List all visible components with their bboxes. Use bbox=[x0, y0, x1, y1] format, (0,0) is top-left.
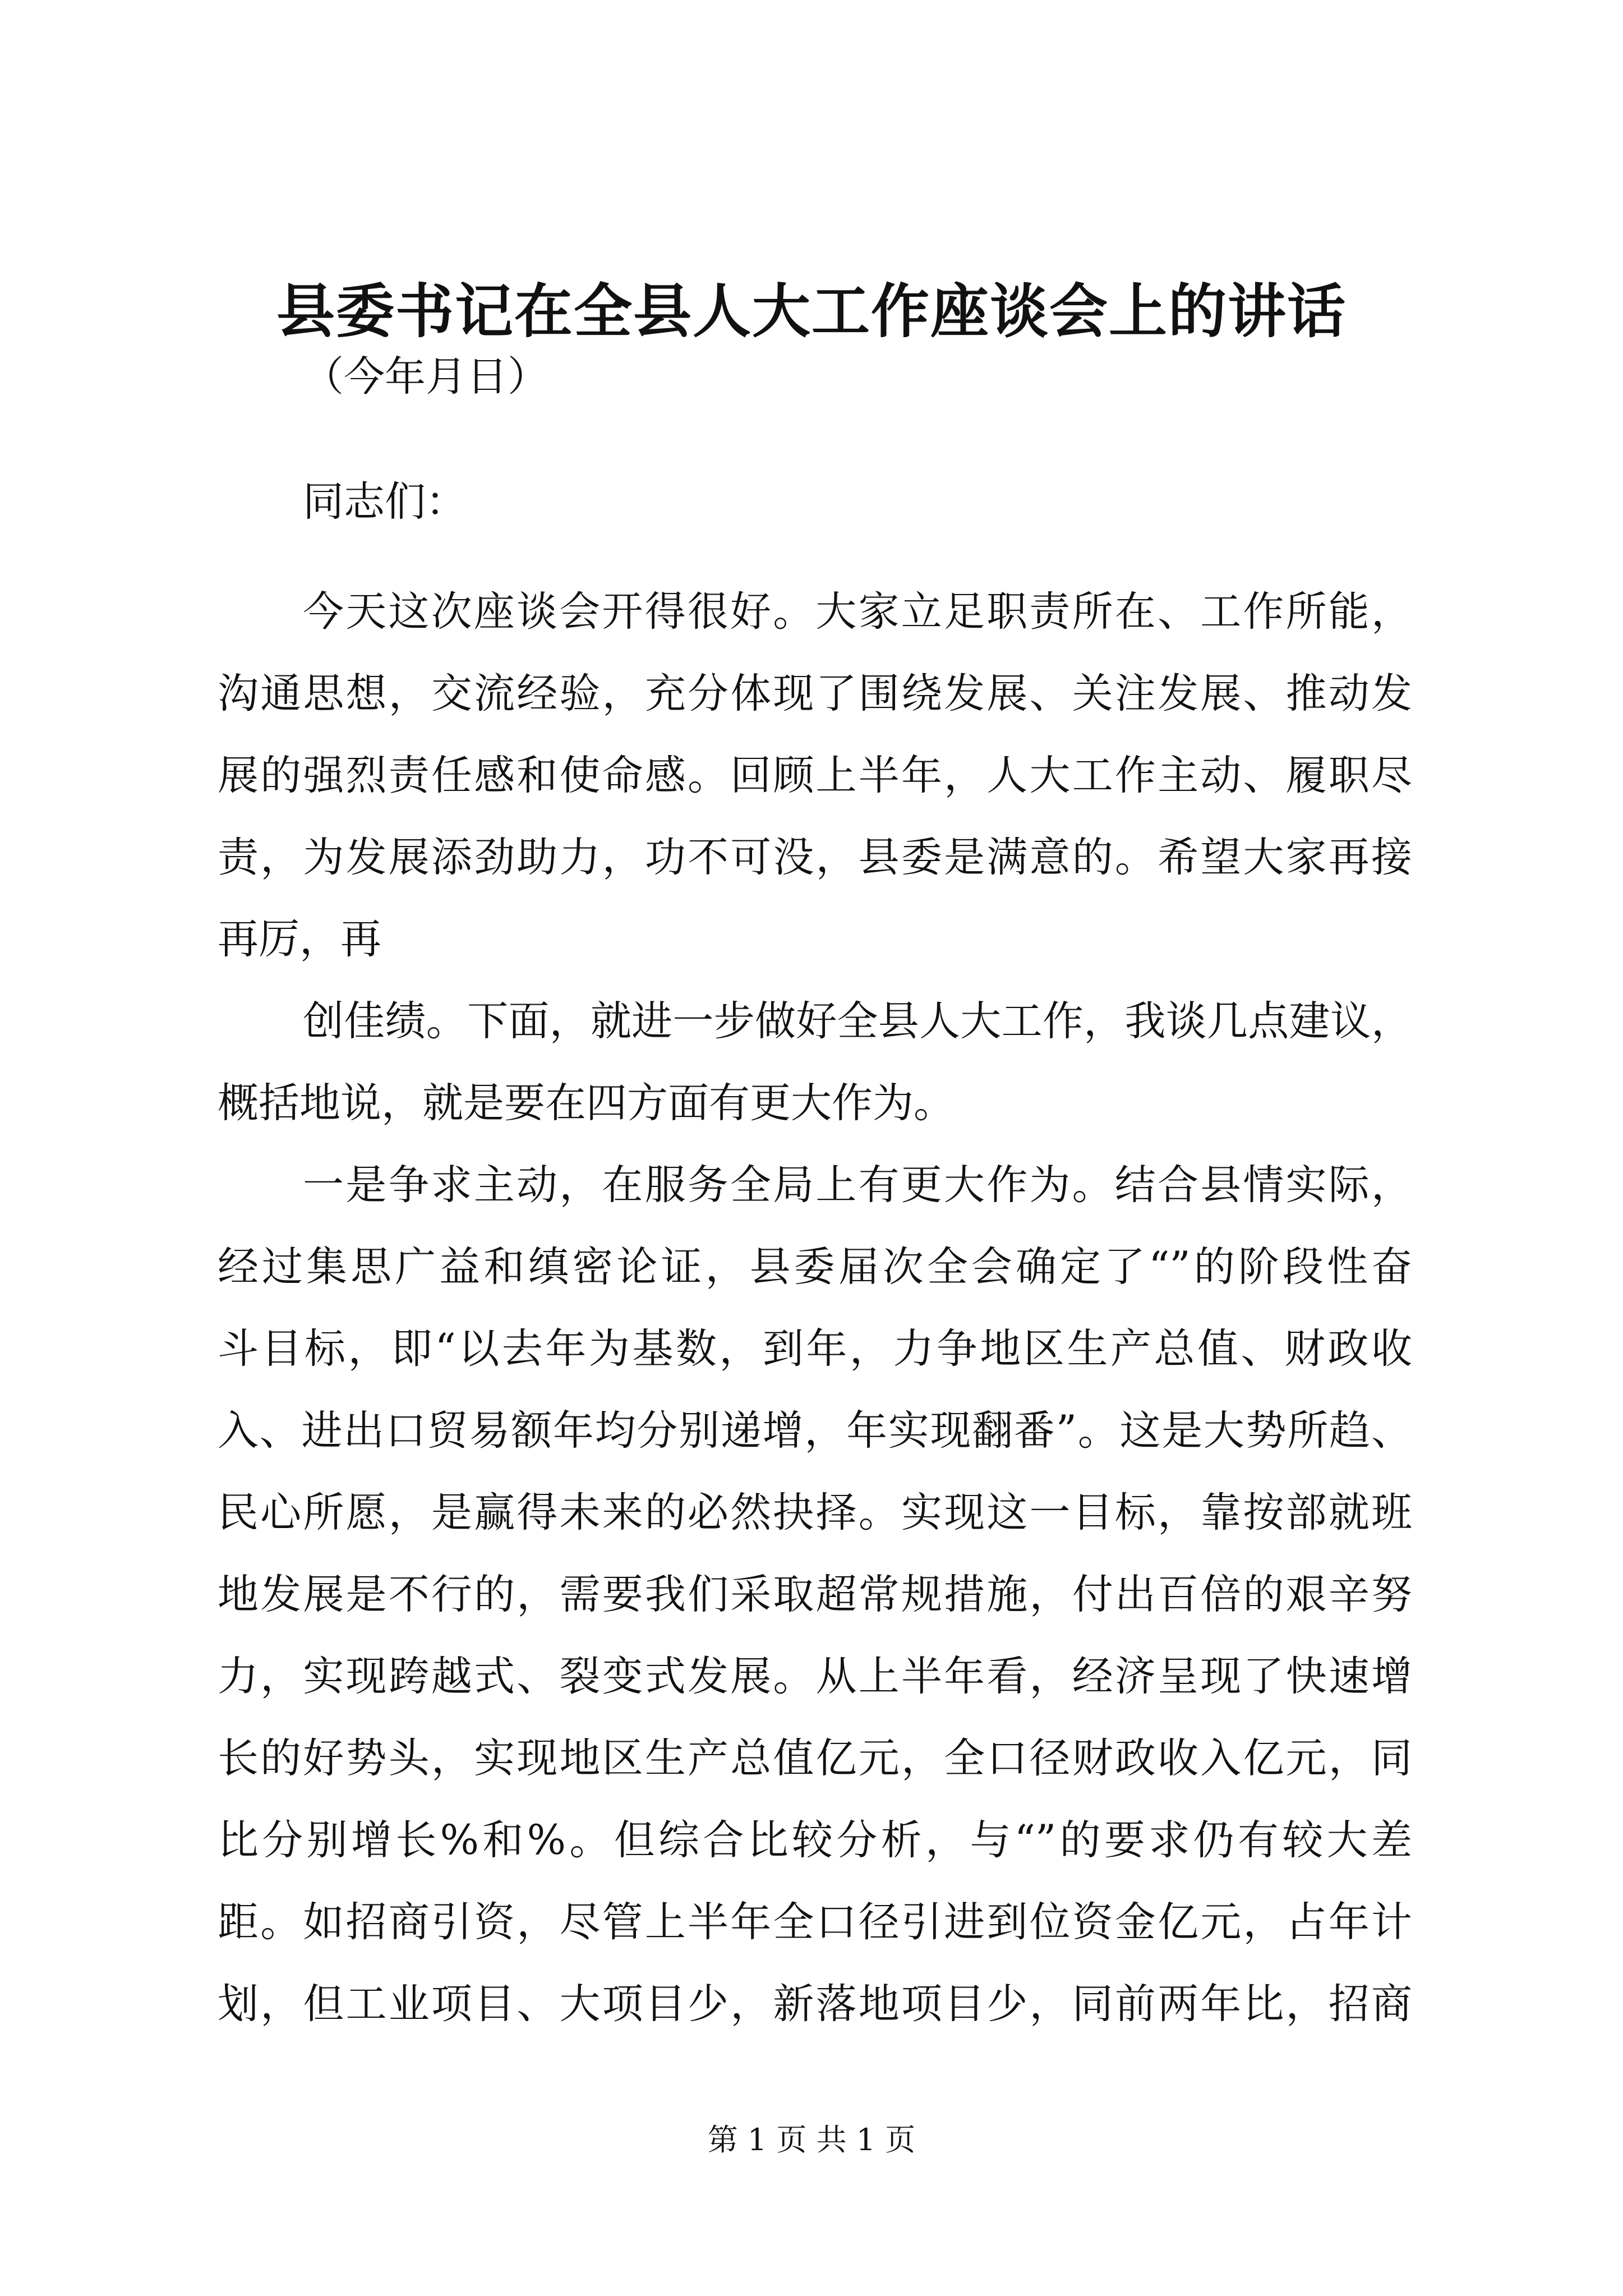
body-text bbox=[218, 571, 1412, 2045]
text-line: 沟通思想，交流经验，充分体现了围绕发展、关注发展、推动发 bbox=[218, 670, 1412, 717]
text-line: 比分别增长%和%。但综合比较分析，与“”的要求仍有较大差 bbox=[218, 1816, 1412, 1864]
text-line: 再厉，再 bbox=[218, 915, 381, 963]
paragraph-1 bbox=[218, 571, 1412, 981]
text-line: 责，为发展添劲助力，功不可没，县委是满意的。希望大家再接 bbox=[218, 834, 1412, 881]
speech-date: （今年月日） bbox=[303, 353, 548, 401]
text-line: 一是争求主动，在服务全局上有更大作为。结合县情实际， bbox=[303, 1161, 1412, 1209]
text-line: 斗目标，即“以去年为基数，到年，力争地区生产总值、财政收 bbox=[218, 1325, 1412, 1373]
salutation: 同志们： bbox=[303, 478, 467, 526]
text-line: 概括地说，就是要在四方面有更大作为。 bbox=[218, 1079, 955, 1127]
text-line: 创佳绩。下面，就进一步做好全县人大工作，我谈几点建议， bbox=[303, 997, 1412, 1045]
text-line: 展的强烈责任感和使命感。回顾上半年，人大工作主动、履职尽 bbox=[218, 752, 1412, 799]
text-line: 长的好势头，实现地区生产总值亿元，全口径财政收入亿元，同 bbox=[218, 1734, 1412, 1782]
text-line: 民心所愿，是赢得未来的必然抉择。实现这一目标，靠按部就班 bbox=[218, 1489, 1412, 1536]
paragraph-3 bbox=[218, 1144, 1412, 2045]
text-line: 入、进出口贸易额年均分别递增，年实现翻番”。这是大势所趋、 bbox=[218, 1407, 1412, 1455]
text-line: 地发展是不行的，需要我们采取超常规措施，付出百倍的艰辛努 bbox=[218, 1571, 1412, 1618]
document-title: 县委书记在全县人大工作座谈会上的讲话 bbox=[276, 277, 1347, 346]
text-line: 划，但工业项目、大项目少，新落地项目少，同前两年比，招商 bbox=[218, 1980, 1412, 2028]
page-footer: 第 1 页 共 1 页 bbox=[707, 2122, 916, 2157]
text-line: 力，实现跨越式、裂变式发展。从上半年看，经济呈现了快速增 bbox=[218, 1653, 1412, 1700]
text-line: 今天这次座谈会开得很好。大家立足职责所在、工作所能， bbox=[303, 588, 1412, 636]
paragraph-2 bbox=[218, 981, 1412, 1144]
text-line: 经过集思广益和缜密论证，县委届次全会确定了“”的阶段性奋 bbox=[218, 1243, 1412, 1291]
text-line: 距。如招商引资，尽管上半年全口径引进到位资金亿元，占年计 bbox=[218, 1898, 1412, 1946]
